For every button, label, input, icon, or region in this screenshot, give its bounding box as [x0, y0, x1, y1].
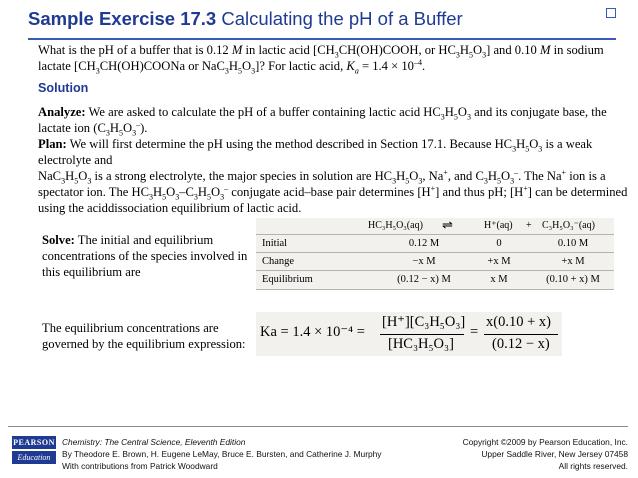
plan-continuation: $NaC_3H_5O_3$ is a strong electrolyte, the major species in solution are $HC_3H_5O_3$, Na+, and $C_3H_5O_3^-$. The Na+ ion is a spectator ion. The $HC_3H_5O_3-C_3H_5O_3^-$ conjugate acid–base pair determines [H+] and thus pH; [H+] can be determined using the aciddissociation equilibrium of lactic acid. — [38, 167, 628, 215]
footer-book-info — [62, 436, 382, 472]
solution-label: Solution — [38, 81, 89, 95]
header-acid: HC₃H₅O₃(aq) — [368, 220, 423, 231]
ka-lhs: Ka = 1.4 × 10⁻⁴ = — [260, 324, 365, 340]
book-title: Chemistry: The Central Science, Eleventh Edition — [62, 437, 246, 447]
ice-row-change: Change −x M +x M +x M — [256, 252, 614, 271]
ice-table-header — [256, 218, 614, 234]
footer-divider — [8, 426, 628, 427]
equilibrium-arrow: ⇌ — [442, 217, 453, 232]
book-contributors: With contributions from Patrick Woodward — [62, 461, 218, 471]
ice-row-initial: Initial 0.12 M 0 0.10 M — [256, 234, 614, 253]
x-denominator: (0.12 − x) — [492, 336, 550, 352]
analyze-paragraph: Analyze: We are asked to calculate the pH of a buffer containing lactic acid $HC_3H_5O_3$ and its conjugate base, the lactate ion $(C_3H_5O_3^-)$. — [38, 105, 607, 138]
pearson-logo: PEARSON Education — [13, 438, 55, 462]
footer-copyright: Copyright ©2009 by Pearson Education, Inc. Upper Saddle River, New Jersey 07458 All rights reserved. — [462, 437, 628, 471]
header-plus: + — [526, 220, 532, 231]
corner-mark — [606, 8, 616, 18]
solve-paragraph: Solve: The initial and equilibrium concentrations of the species involved in this equilibrium are — [42, 233, 248, 279]
slide-header — [28, 8, 616, 30]
ice-row-equilibrium: Equilibrium (0.12 − x) M x M (0.10 + x) M — [256, 270, 614, 290]
title-underline — [28, 38, 616, 40]
ka-denominator: [HC₃H₅O₃] — [388, 336, 454, 352]
title-rest: Calculating the pH of a Buffer — [216, 8, 463, 29]
question-text: What is the pH of a buffer that is 0.12 M in lactic acid [$CH_3CH(OH)COOH$, or $HC_3H_5O_3$] and 0.10 M in sodium lactate [$CH_3CH(OH)COONa$ or $NaC_3H_5O_3$]? For lactic acid, $K_a = 1.4 \times 10^{-4}$. — [38, 43, 604, 76]
book-authors: By Theodore E. Brown, H. Eugene LeMay, Bruce E. Bursten, and Catherine J. Murphy — [62, 449, 382, 459]
ice-table — [256, 218, 614, 290]
ka-numerator: [H⁺][C₃H₅O₃] — [382, 314, 466, 330]
equilibrium-paragraph: The equilibrium concentrations are governed by the equilibrium expression: — [42, 321, 246, 351]
slide-title — [28, 8, 616, 30]
title-bold: Sample Exercise 17.3 — [28, 8, 217, 29]
plan-paragraph: Plan: We will first determine the pH using the method described in Section 17.1. Because $HC_3H_5O_3$ is a weak electrolyte and — [38, 137, 593, 167]
equals-sign: = — [470, 324, 479, 340]
header-base: C₃H₅O₃⁻(aq) — [542, 220, 595, 231]
fraction-bar-1 — [380, 334, 464, 335]
x-numerator: x(0.10 + x) — [486, 314, 551, 330]
header-hydrogen: H⁺(aq) — [484, 220, 513, 231]
ka-expression — [256, 312, 562, 356]
fraction-bar-2 — [484, 334, 558, 335]
